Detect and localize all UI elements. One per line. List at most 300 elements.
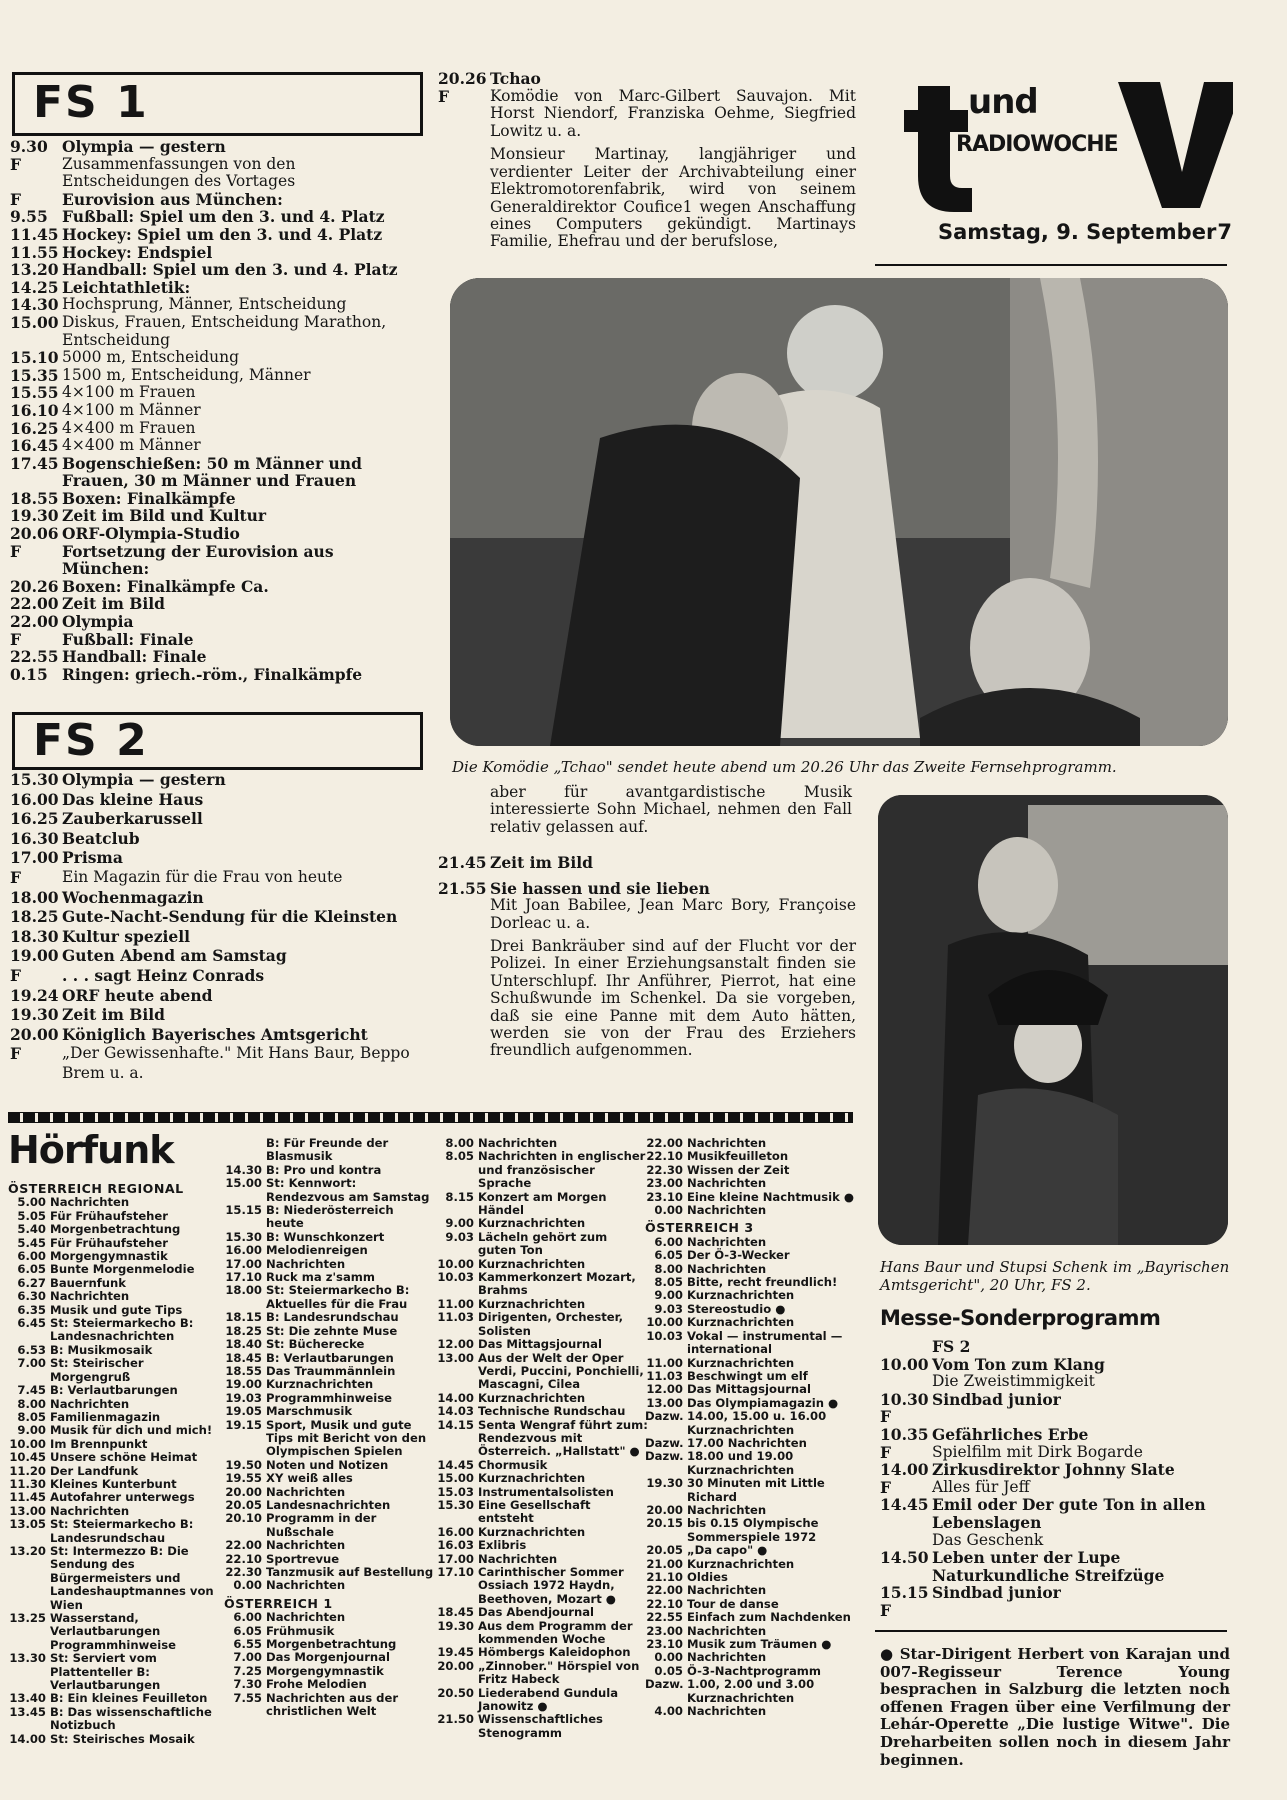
- fs2-program-time: 19.00: [10, 946, 59, 966]
- tchao-flag: F: [438, 86, 450, 106]
- radio-program-row: [645, 1544, 857, 1557]
- radio-program-title: Technische Rundschau: [478, 1404, 626, 1419]
- radio-program-row: [224, 1579, 434, 1592]
- radio-program-row: [645, 1571, 857, 1584]
- radio-program-title: B: Musikmosaik: [50, 1342, 153, 1357]
- fs1-program-title: Boxen: Finalkämpfe Ca.: [62, 576, 269, 596]
- radio-program-row: [436, 1137, 648, 1150]
- messe-program-row: [880, 1567, 1230, 1585]
- radio-program-row: [224, 1258, 434, 1271]
- fs2-program-row: [10, 1005, 425, 1025]
- radio-program-title: Nachrichten: [687, 1261, 767, 1276]
- radio-program-row: [8, 1290, 218, 1303]
- radio-program-row: [224, 1137, 434, 1164]
- radio-program-title: Liederabend Gundula Janowitz ●: [478, 1685, 619, 1714]
- radio-program-time: 12.00: [646, 1382, 683, 1397]
- radio-program-row: [224, 1611, 434, 1624]
- radio-program-time: 10.00: [437, 1256, 474, 1271]
- radio-program-row: [224, 1678, 434, 1691]
- radio-program-title: Einfach zum Nachdenken: [687, 1610, 851, 1625]
- radio-program-title: B: Landesrundschau: [266, 1310, 399, 1325]
- radio-program-title: St: Serviert vom Plattenteller B: Verlautbarungen: [50, 1651, 161, 1693]
- radio-program-title: Nachrichten: [478, 1551, 558, 1566]
- fs1-program-time: 15.35: [10, 365, 59, 385]
- radio-program-title: Nachrichten: [266, 1610, 346, 1625]
- radio-program-title: Kleines Kunterbunt: [50, 1476, 177, 1491]
- fs1-program-row: [10, 648, 425, 666]
- radio-program-title: Bauernfunk: [50, 1275, 127, 1290]
- radio-program-title: Kurznachrichten: [687, 1355, 795, 1370]
- radio-program-title: Das Mittagsjournal: [478, 1337, 602, 1352]
- radio-program-title: St: Steirischer Morgengruß: [50, 1356, 144, 1384]
- radio-program-row: [645, 1330, 857, 1357]
- radio-program-time: 20.00: [646, 1502, 683, 1517]
- radio-program-time: 15.03: [437, 1484, 474, 1499]
- radio-program-title: Das Traummännlein: [266, 1363, 396, 1378]
- fs2-program-title: . . . sagt Heinz Conrads: [62, 965, 265, 985]
- fs1-program-time: 20.26: [10, 576, 59, 596]
- fs2-program-time: 19.24: [10, 985, 59, 1005]
- radio-program-row: [645, 1150, 857, 1163]
- fs1-program-row: [10, 613, 425, 631]
- radio-program-title: Eine Gesellschaft entsteht: [478, 1497, 591, 1526]
- radio-program-title: Morgengymnastik: [266, 1663, 384, 1678]
- radio-program-row: [224, 1352, 434, 1365]
- fs2-program-row: [10, 1044, 425, 1083]
- fs1-program-title: Hockey: Endspiel: [62, 242, 213, 262]
- fs1-program-title: 4×400 m Frauen: [62, 418, 196, 437]
- radio-program-row: [436, 1566, 648, 1606]
- fs2-schedule: [10, 770, 425, 1084]
- radio-program-title: Kurznachrichten: [478, 1524, 586, 1539]
- radio-program-title: B: Für Freunde der Blasmusik: [266, 1136, 389, 1164]
- radio-program-title: Dirigenten, Orchester, Solisten: [478, 1310, 624, 1338]
- radio-program-title: Kurznachrichten: [478, 1216, 586, 1231]
- radio-program-title: Hömbergs Kaleidophon: [478, 1645, 631, 1660]
- radio-program-row: [436, 1526, 648, 1539]
- radio-program-time: 11.30: [9, 1476, 46, 1491]
- radio-program-row: [8, 1491, 218, 1504]
- messe-program-time: 14.00: [880, 1460, 929, 1480]
- radio-program-time: 20.00: [437, 1658, 474, 1673]
- radio-program-row: [8, 1478, 218, 1491]
- fs1-program-title: Handball: Spiel um den 3. und 4. Platz: [62, 260, 398, 280]
- fs2-program-row: [10, 888, 425, 908]
- radio-program-row: [436, 1311, 648, 1338]
- radio-program-title: Nachrichten: [266, 1484, 346, 1499]
- radio-program-time: 10.45: [9, 1450, 46, 1465]
- radio-program-time: 14.00: [437, 1390, 474, 1405]
- radio-program-row: [224, 1177, 434, 1204]
- radio-program-row: [645, 1598, 857, 1611]
- radio-program-time: 6.00: [233, 1610, 262, 1625]
- fs1-title: FS 1: [33, 77, 149, 128]
- radio-program-time: 6.00: [654, 1234, 683, 1249]
- fs1-program-time: 18.55: [10, 488, 59, 508]
- radio-program-time: 14.03: [437, 1404, 474, 1419]
- radio-program-time: 0.05: [654, 1663, 683, 1678]
- radio-program-time: 17.00: [437, 1551, 474, 1566]
- fs1-program-row: [10, 631, 425, 649]
- fs2-title: FS 2: [33, 715, 149, 766]
- radio-program-row: [224, 1231, 434, 1244]
- radio-program-row: [436, 1405, 648, 1418]
- radio-program-row: [8, 1733, 218, 1746]
- radio-program-time: 7.45: [17, 1383, 46, 1398]
- radio-program-title: Nachrichten in englischer und französischer Sprache: [478, 1149, 646, 1191]
- radio-program-time: 21.50: [437, 1712, 474, 1727]
- radio-program-row: [8, 1465, 218, 1478]
- radio-program-title: Konzert am Morgen Händel: [478, 1189, 607, 1218]
- fs1-program-title: Fortsetzung der Eurovision aus München:: [62, 541, 334, 579]
- fs1-program-time: 15.00: [10, 312, 59, 332]
- messe-sub: FS 2: [932, 1337, 971, 1356]
- radio-program-row: [8, 1237, 218, 1250]
- radio-program-row: [645, 1370, 857, 1383]
- radio-col-regional: [8, 1178, 218, 1746]
- fs2-program-row: [10, 790, 425, 810]
- fs1-program-row: [10, 578, 425, 596]
- radio-program-time: 20.05: [225, 1497, 262, 1512]
- fs1-program-title: 4×100 m Männer: [62, 400, 201, 419]
- radio-program-title: Nachrichten: [687, 1203, 767, 1218]
- fs2-program-row: [10, 848, 425, 868]
- late-title-1: Zeit im Bild: [490, 853, 594, 872]
- radio-program-title: Noten und Notizen: [266, 1457, 389, 1472]
- radio-program-row: [436, 1271, 648, 1298]
- radio-program-title: Das Abendjournal: [478, 1605, 595, 1620]
- fs1-program-time: 22.55: [10, 647, 59, 667]
- fs2-program-row: [10, 868, 425, 888]
- radio-program-time: 6.55: [233, 1637, 262, 1652]
- radio-program-time: 0.00: [654, 1203, 683, 1218]
- radio-title: Hörfunk: [8, 1128, 174, 1172]
- radio-program-title: Für Frühaufsteher: [50, 1235, 169, 1250]
- radio-program-time: 14.00: [9, 1731, 46, 1746]
- fs1-program-title: Hockey: Spiel um den 3. und 4. Platz: [62, 224, 383, 244]
- fs1-program-row: [10, 595, 425, 613]
- radio-program-title: Carinthischer Sommer Ossiach 1972 Haydn, Beethoven, Mozart ●: [478, 1565, 624, 1606]
- radio-program-section-0: ÖSTERREICH REGIONAL: [8, 1181, 184, 1196]
- radio-program-title: Nachrichten: [687, 1234, 767, 1249]
- radio-program-title: St: Steiermarkecho B: Aktuelles für die Frau: [266, 1283, 410, 1311]
- radio-program-title: Kurznachrichten: [687, 1315, 795, 1330]
- radio-program-time: 23.10: [646, 1637, 683, 1652]
- fs1-program-row: [10, 490, 425, 508]
- radio-program-time: 21.10: [646, 1570, 683, 1584]
- messe-program-row: [880, 1391, 1230, 1409]
- radio-program-time: 22.30: [225, 1565, 262, 1579]
- radio-program-time: 15.00: [437, 1471, 474, 1486]
- radio-program-title: Für Frühaufsteher: [50, 1208, 169, 1223]
- radio-program-row: [224, 1512, 434, 1539]
- radio-program-title: Nachrichten: [687, 1704, 767, 1719]
- tchao-credits: Komödie von Marc-Gilbert Sauvajon. Mit Horst Niendorf, Franziska Oehme, Siegfried Lowitz u. a.: [490, 86, 856, 140]
- radio-program-time: 18.45: [437, 1605, 474, 1620]
- fs1-program-row: [10, 226, 425, 244]
- radio-program-row: [436, 1298, 648, 1311]
- radio-program-row: [645, 1678, 857, 1705]
- radio-program-time: 6.35: [17, 1302, 46, 1317]
- amtsgericht-photo-caption: Hans Baur und Stupsi Schenk im „Bayrischen Amtsgericht", 20 Uhr, FS 2.: [880, 1258, 1230, 1294]
- radio-program-row: [224, 1419, 434, 1459]
- messe-program-time: 14.45: [880, 1495, 929, 1515]
- radio-program-title: 18.00 und 19.00 Kurznachrichten: [687, 1449, 795, 1477]
- fs1-program-title: ORF-Olympia-Studio: [62, 524, 240, 544]
- messe-program-title: Spielfilm mit Dirk Bogarde: [932, 1442, 1143, 1461]
- radio-program-title: Musik für dich und mich!: [50, 1423, 213, 1438]
- radio-program-time: 9.03: [654, 1301, 683, 1316]
- fs1-program-time: 22.00: [10, 594, 59, 614]
- radio-program-title: Frühmusik: [266, 1623, 335, 1638]
- radio-program-row: [645, 1357, 857, 1370]
- fs1-program-row: [10, 261, 425, 279]
- radio-program-title: B: Niederösterreich heute: [266, 1203, 394, 1231]
- radio-program-time: 8.00: [654, 1261, 683, 1276]
- radio-program-title: St: Die zehnte Muse: [266, 1323, 398, 1338]
- messe-title: Messe-Sonderprogramm: [880, 1306, 1161, 1330]
- radio-program-title: Ruck ma z'samm: [266, 1270, 375, 1285]
- radio-program-time: 15.00: [225, 1176, 262, 1191]
- radio-program-time: 23.00: [646, 1623, 683, 1638]
- fs1-program-time: 16.25: [10, 418, 59, 438]
- radio-program-title: Nachrichten: [266, 1578, 346, 1593]
- fs1-program-title: 1500 m, Entscheidung, Männer: [62, 365, 311, 384]
- messe-program-time: [880, 1532, 932, 1550]
- radio-program-title: St: Steiermarkecho B: Landesrundschau: [50, 1517, 194, 1545]
- radio-program-title: bis 0.15 Olympische Sommerspiele 1972: [687, 1516, 819, 1544]
- radio-program-title: Tour de danse: [687, 1596, 779, 1611]
- radio-program-title: Ö-3-Nachtprogramm: [687, 1663, 821, 1678]
- radio-program-row: [8, 1692, 218, 1705]
- radio-program-title: Bunte Morgenmelodie: [50, 1262, 195, 1277]
- radio-program-title: Musik zum Träumen ●: [687, 1637, 832, 1652]
- radio-program-row: [645, 1316, 857, 1329]
- radio-program-title: Lächeln gehört zum guten Ton: [478, 1229, 608, 1258]
- fs1-program-time: 11.45: [10, 224, 59, 244]
- radio-program-title: Chormusik: [478, 1457, 548, 1472]
- fs2-program-time: F: [10, 1044, 22, 1064]
- radio-program-row: [8, 1424, 218, 1437]
- radio-program-time: 14.30: [225, 1162, 262, 1177]
- radio-program-title: Nachrichten: [266, 1538, 346, 1553]
- radio-program-title: Kurznachrichten: [478, 1256, 586, 1271]
- radio-program-row: [224, 1665, 434, 1678]
- radio-program-title: B: Das wissenschaftliche Notizbuch: [50, 1704, 212, 1733]
- radio-col-2: [224, 1137, 434, 1718]
- radio-program-time: 7.00: [233, 1650, 262, 1665]
- radio-program-time: 17.10: [437, 1565, 474, 1579]
- late-text: Drei Bankräuber sind auf der Flucht vor der Polizei. In einer Erziehungsanstalt finden sie Unterschlupf. Ihr Anführer, Pierrot, hat eine Schußwunde im Schenkel. Da sie vorgeben, daß sie eine Panne mit dem Auto hätten, werden sie von der Frau des Erziehers freundlich aufgenommen.: [490, 937, 856, 1060]
- late-time-2: 21.55: [438, 878, 487, 898]
- radio-program-time: 6.05: [654, 1248, 683, 1263]
- radio-program-time: 23.10: [646, 1189, 683, 1204]
- radio-program-time: 10.00: [9, 1436, 46, 1451]
- radio-program-row: [224, 1244, 434, 1257]
- radio-program-time: 0.00: [233, 1578, 262, 1593]
- messe-program-title: Sindbad junior: [932, 1583, 1061, 1603]
- fs1-program-time: 19.30: [10, 506, 59, 526]
- fs1-program-time: 16.10: [10, 400, 59, 420]
- radio-program-title: „Da capo" ●: [687, 1543, 768, 1558]
- radio-program-row: [436, 1338, 648, 1351]
- radio-program-time: 13.00: [437, 1350, 474, 1365]
- radio-program-title: „Zinnober." Hörspiel von Fritz Habeck: [478, 1658, 640, 1687]
- fs1-program-title: Zeit im Bild und Kultur: [62, 506, 267, 526]
- radio-program-time: 14.15: [437, 1417, 474, 1432]
- fs1-program-row: [10, 314, 425, 349]
- fs2-program-title: Kultur speziell: [62, 926, 191, 946]
- radio-program-title: Musikfeuilleton: [687, 1149, 789, 1164]
- radio-program-title: Nachrichten: [478, 1136, 558, 1150]
- fs2-program-title: ORF heute abend: [62, 985, 213, 1005]
- radio-program-row: [645, 1477, 857, 1504]
- radio-program-row: [436, 1660, 648, 1687]
- radio-program-time: 9.03: [445, 1229, 474, 1244]
- fs2-program-time: 20.00: [10, 1024, 59, 1044]
- messe-program-title: Naturkundliche Streifzüge: [932, 1565, 1165, 1585]
- radio-program-row: [8, 1304, 218, 1317]
- radio-program-time: 20.50: [437, 1685, 474, 1700]
- radio-program-title: Vokal — instrumental — international: [687, 1328, 843, 1357]
- fs1-program-row: [10, 296, 425, 314]
- radio-program-row: [645, 1517, 857, 1544]
- fs2-program-time: F: [10, 965, 22, 985]
- fs1-program-title: Fußball: Spiel um den 3. und 4. Platz: [62, 207, 385, 227]
- fs2-program-time: 15.30: [10, 770, 59, 789]
- radio-program-row: [645, 1504, 857, 1517]
- radio-program-time: 8.05: [17, 1409, 46, 1424]
- radio-program-time: Dazw.: [645, 1449, 684, 1464]
- radio-program-time: 8.05: [654, 1275, 683, 1290]
- radio-program-title: Morgengymnastik: [50, 1249, 168, 1264]
- fs1-schedule: [10, 138, 425, 683]
- messe-program-row: [880, 1602, 1230, 1620]
- radio-program-time: 11.03: [437, 1310, 474, 1325]
- messe-program-title: Vom Ton zum Klang: [932, 1354, 1105, 1374]
- radio-program-time: 22.30: [646, 1162, 683, 1177]
- radio-program-row: [436, 1191, 648, 1218]
- radio-program-title: Familienmagazin: [50, 1409, 161, 1424]
- messe-program-title: Das Geschenk: [932, 1530, 1044, 1549]
- messe-program-time: 15.15: [880, 1583, 929, 1603]
- radio-program-title: Sport, Musik und gute Tips mit Bericht von den Olympischen Spielen: [266, 1417, 427, 1459]
- radio-program-title: Kurznachrichten: [478, 1296, 586, 1311]
- fs2-program-title: „Der Gewissenhafte." Mit Hans Baur, Beppo Brem u. a.: [62, 1044, 410, 1082]
- messe-program-time: F: [880, 1477, 892, 1497]
- radio-program-time: 19.55: [225, 1471, 262, 1486]
- fs2-program-title: Das kleine Haus: [62, 789, 204, 809]
- fs1-program-time: 14.30: [10, 295, 59, 315]
- fs2-program-title: Zauberkarussell: [62, 809, 203, 829]
- radio-program-time: 11.00: [646, 1355, 683, 1370]
- brand-und: und: [968, 82, 1038, 122]
- radio-program-time: 8.15: [445, 1189, 474, 1204]
- fs2-program-row: [10, 907, 425, 927]
- radio-program-title: St: Kennwort: Rendezvous am Samstag: [266, 1176, 430, 1204]
- radio-program-time: 13.45: [9, 1704, 46, 1719]
- fs2-program-row: [10, 986, 425, 1006]
- radio-program-title: Autofahrer unterwegs: [50, 1490, 195, 1505]
- fs2-program-title: Guten Abend am Samstag: [62, 946, 287, 966]
- radio-program-time: 22.10: [646, 1149, 683, 1164]
- radio-program-title: Frohe Melodien: [266, 1677, 367, 1692]
- fs2-program-row: [10, 946, 425, 966]
- fs2-program-title: Wochenmagazin: [62, 887, 204, 907]
- radio-program-time: Dazw.: [645, 1677, 684, 1692]
- radio-program-row: [645, 1625, 857, 1638]
- fs1-program-time: F: [10, 629, 22, 649]
- radio-program-row: [436, 1472, 648, 1485]
- fs1-program-title: Boxen: Finalkämpfe: [62, 488, 236, 508]
- radio-program-row: [645, 1611, 857, 1624]
- radio-program-title: Morgenbetrachtung: [266, 1637, 397, 1652]
- radio-program-title: Programm in der Nußschale: [266, 1511, 377, 1539]
- radio-program-row: [8, 1545, 218, 1612]
- radio-program-time: 21.00: [646, 1556, 683, 1571]
- brand-radiowoche: RADIOWOCHE: [956, 132, 1118, 157]
- messe-program-time: [880, 1373, 932, 1391]
- fs2-program-title: Zeit im Bild: [62, 1005, 166, 1025]
- radio-program-time: 22.10: [225, 1551, 262, 1566]
- radio-col-3: [436, 1137, 648, 1740]
- radio-program-time: 6.45: [17, 1316, 46, 1331]
- messe-program-row: [880, 1373, 1230, 1391]
- fs1-program-title: Leichtathletik:: [62, 277, 191, 297]
- radio-program-time: 23.00: [646, 1176, 683, 1191]
- radio-program-title: Das Olympiamagazin ●: [687, 1395, 839, 1410]
- radio-program-row: [645, 1665, 857, 1678]
- radio-program-title: Eine kleine Nachtmusik ●: [687, 1189, 854, 1204]
- radio-program-row: [436, 1231, 648, 1258]
- fs2-program-time: F: [10, 867, 22, 887]
- radio-divider: [8, 1112, 853, 1123]
- radio-program-time: 0.00: [654, 1650, 683, 1665]
- messe-program-title: Gefährliches Erbe: [932, 1424, 1089, 1444]
- radio-program-row: [645, 1204, 857, 1217]
- radio-program-row: [645, 1651, 857, 1664]
- late-time-1: 21.45: [438, 853, 487, 872]
- radio-program-time: 13.00: [9, 1503, 46, 1518]
- radio-program-row: [436, 1620, 648, 1647]
- fs1-program-row: [10, 208, 425, 226]
- fs1-program-row: [10, 138, 425, 156]
- radio-program-row: [8, 1196, 218, 1209]
- radio-program-time: 19.15: [225, 1417, 262, 1432]
- radio-program-time: 8.00: [445, 1136, 474, 1150]
- radio-program-title: St: Steirisches Mosaik: [50, 1731, 195, 1746]
- radio-program-row: [224, 1638, 434, 1651]
- fs1-program-time: 17.45: [10, 453, 59, 473]
- fs1-program-time: 16.45: [10, 436, 59, 456]
- radio-program-time: 7.30: [233, 1677, 262, 1692]
- fs1-program-time: F: [10, 541, 22, 561]
- fs2-program-time: 16.25: [10, 809, 59, 829]
- radio-program-time: 20.10: [225, 1511, 262, 1526]
- radio-program-row: [8, 1398, 218, 1411]
- radio-program-row: [8, 1411, 218, 1424]
- radio-program-time: 10.03: [646, 1328, 683, 1343]
- radio-program-time: 18.40: [225, 1337, 262, 1352]
- radio-program-title: Nachrichten: [266, 1256, 346, 1271]
- radio-program-row: [8, 1518, 218, 1545]
- messe-program-time: F: [880, 1407, 892, 1427]
- radio-program-time: 22.55: [646, 1610, 683, 1625]
- radio-program-row: [436, 1539, 648, 1552]
- radio-program-time: 11.20: [9, 1463, 46, 1478]
- radio-program-time: 15.30: [225, 1229, 262, 1244]
- radio-program-row: [436, 1217, 648, 1230]
